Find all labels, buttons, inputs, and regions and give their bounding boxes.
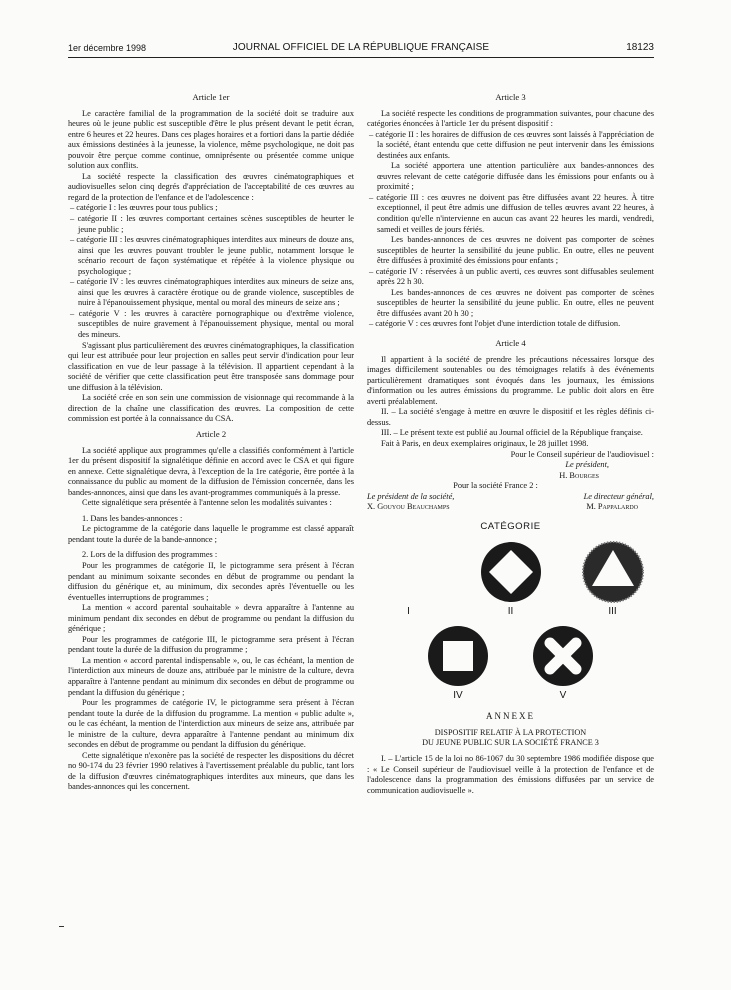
director-title: Le directeur général, bbox=[583, 491, 654, 501]
paragraph: La société respecte la classification des œuvres cinématographiques et audiovisuelles selon cinq degrés d'appréciation de l'acceptabilité de ces œuvres au regard de la protection de l'enfance et de l'adolescence : bbox=[68, 171, 354, 202]
csa-signature-intro: Pour le Conseil supérieur de l'audiovisuel : bbox=[510, 449, 654, 459]
paragraph: Les bandes-annonces de ces œuvres ne doivent pas comporter de scènes susceptibles de heurter la sensibilité du jeune public. En outre, elles ne peuvent être diffusées à proximité des émissions pour enfants ; bbox=[377, 235, 654, 266]
france2-signature-intro: Pour la société France 2 : bbox=[453, 481, 538, 491]
paragraph: La mention « accord parental indispensable », ou, le cas échéant, la mention de l'interdiction aux mineurs de douze ans, attribuée par le ministre de la culture, devra apparaître à l'antenne pendant au minimum dix secondes en début de programme ou pendant la diffusion du générique ; bbox=[68, 655, 354, 697]
category-label: V bbox=[559, 689, 567, 701]
annexe-subtitle-2: DU JEUNE PUBLIC SUR LA SOCIÉTÉ FRANCE 3 bbox=[422, 737, 599, 747]
paragraph: III. – Le présent texte est publié au Journal officiel de la République française. bbox=[381, 428, 643, 438]
category-label: IV bbox=[453, 689, 463, 701]
margin-mark bbox=[59, 926, 64, 927]
category-iv-pictogram bbox=[421, 624, 496, 702]
paragraph: Pour les programmes de catégorie IV, le pictogramme sera présent à l'écran pendant toute la durée de la diffusion du programme. La mention « public adulte », ou le cas échéant, la mention de l'interdiction aux mineurs de seize ans, attribuée par le ministre de la culture, devra apparaître à l'antenne pendant au minimum dix secondes en début de programme ou pendant la diffusion du générique. bbox=[68, 698, 354, 750]
paragraph: Il appartient à la société de prendre les précautions nécessaires lorsque des images difficilement soutenables ou des témoignages relatifs à des événements particulièrement dramatiques sont évoqués dans les journaux, les émissions d'information ou les autres émissions du programme. Le public doit alors en être averti préalablement. bbox=[367, 354, 654, 406]
pictogram-row-1 bbox=[367, 540, 654, 618]
category-item: – catégorie IV : réservées à un public averti, ces œuvres sont diffusables seulement après 22 h 30. bbox=[369, 266, 654, 287]
paragraph: S'agissant plus particulièrement des œuvres cinématographiques, la classification qui leur est attribuée pour leur projection en salles peut servir d'indication pour leur classification en vue de leur passage à la télévision. Il appartient cependant à la société de vérifier que cette classification peut être transposée sans dommage pour une diffusion à la télévision. bbox=[68, 340, 354, 392]
journal-title: JOURNAL OFFICIEL DE LA RÉPUBLIQUE FRANÇAISE bbox=[232, 42, 490, 53]
paragraph: Cette signalétique sera présentée à l'antenne selon les modalités suivantes : bbox=[82, 498, 332, 508]
paragraph: La société crée en son sein une commission de visionnage qui recommande à la direction de la chaîne une classification des œuvres. La composition de cette commission est portée à la connaissance du CSA. bbox=[68, 393, 354, 424]
director-name: M. Pappalardo bbox=[586, 502, 638, 512]
page-header bbox=[68, 41, 654, 58]
category-item: – catégorie V : les œuvres à caractère pornographique ou d'extrême violence, susceptibles de nuire gravement à l'épanouissement physique, mental ou moral des mineurs. bbox=[70, 308, 354, 340]
paragraph: La société apportera une attention particulière aux bandes-annonces des œuvres relevant de cette catégorie diffusée dans les émissions pour enfants ou à proximité ; bbox=[377, 161, 654, 192]
paragraph: Le caractère familial de la programmation de la société doit se traduire aux heures où le jeune public est susceptible d'être le plus présent devant le petit écran, entre 6 heures et 22 heures. Dans ces plages horaires et a fortiori dans la partie dédiée aux émissions destinées à la jeunesse, la violence, même psychologique, ne doit pas pouvoir être perçue comme continue, omniprésente ou présentée comme unique solution aux conflits. bbox=[68, 108, 354, 171]
category-label: II bbox=[507, 606, 514, 618]
left-column bbox=[68, 88, 354, 793]
paragraph: La société respecte les conditions de programmation suivantes, pour chacune des catégories énoncées à l'article 1er du présent dispositif : bbox=[367, 108, 654, 129]
paragraph: Pour les programmes de catégorie II, le pictogramme sera présent à l'écran pendant au minimum soixante secondes en début de programme ou pendant la diffusion du générique et, au minimum, dix secondes après l'éventuelle ou les éventuelles interruptions de programmes ; bbox=[68, 560, 354, 602]
category-iv-square-icon bbox=[426, 624, 490, 688]
paragraph: 1. Dans les bandes-annonces : bbox=[82, 513, 183, 523]
category-i-pictogram bbox=[371, 540, 446, 618]
category-iii-pictogram bbox=[575, 540, 650, 618]
page-number: 18123 bbox=[626, 42, 654, 53]
category-item: – catégorie III : ces œuvres ne doivent pas être diffusées avant 22 heures. À titre exceptionnel, il peut être admis une diffusion de telles œuvres avant 22 heures, à condition qu'elle n'intervienne en aucun cas avant 22 heures les mardi, vendredi, samedi et veilles de jours fériés. bbox=[369, 192, 654, 234]
category-label: III bbox=[608, 606, 617, 618]
president-title: Le président de la société, bbox=[367, 491, 455, 501]
article-2-title: Article 2 bbox=[195, 428, 227, 439]
paragraph: La société applique aux programmes qu'elle a classifiés conformément à l'article 1er du présent dispositif la signalétique définie en accord avec le CSA et qui figure en annexe. Cette signalétique devra, à l'exception de la 1re catégorie, être portée à la connaissance du public au moment de la diffusion de l'émission concernée, dans les bandes-annonces, ainsi que dans les avant-programmes communiqués à la presse. bbox=[68, 445, 354, 497]
category-v-pictogram bbox=[526, 624, 601, 702]
paragraph: Le pictogramme de la catégorie dans laquelle le programme est classé apparaît pendant toute la durée de la bande-annonce ; bbox=[68, 524, 354, 544]
category-item: – catégorie V : ces œuvres font l'objet d'une interdiction totale de diffusion. bbox=[369, 319, 621, 329]
signature-titles bbox=[367, 492, 654, 503]
category-iii-triangle-icon bbox=[581, 540, 645, 604]
category-item: – catégorie I : les œuvres pour tous publics ; bbox=[70, 203, 218, 213]
categorie-heading: CATÉGORIE bbox=[480, 520, 541, 532]
csa-signature-name: H. Bourges bbox=[559, 470, 599, 480]
signature-names bbox=[367, 502, 654, 513]
category-item: – catégorie II : les œuvres comportant certaines scènes susceptibles de heurter le jeune public ; bbox=[70, 214, 354, 234]
paragraph: Cette signalétique n'exonère pas la société de respecter les dispositions du décret no 90-174 du 23 février 1990 relatives à l'avertissement préalable du public, tant lors de la diffusion d'œuvres cinématographiques interdites aux mineurs, que dans les bandes-annonces qui les concernent. bbox=[68, 750, 354, 792]
paragraph: La mention « accord parental souhaitable » devra apparaître à l'antenne au minimum pendant dix secondes en début de programme ou pendant la diffusion du générique ; bbox=[68, 603, 354, 634]
category-ii-pictogram bbox=[473, 540, 548, 618]
category-item: – catégorie IV : les œuvres cinématographiques interdites aux mineurs de seize ans, ainsi que les œuvres à caractère érotique ou de grande violence, susceptibles de nuire à l'épanouissement physique, mental ou moral des mineurs de seize ans ; bbox=[70, 277, 354, 308]
category-label: I bbox=[407, 606, 410, 618]
category-i-blank-icon bbox=[377, 540, 441, 604]
paragraph: 2. Lors de la diffusion des programmes : bbox=[82, 550, 218, 560]
article-3-title: Article 3 bbox=[495, 92, 526, 102]
article-4-title: Article 4 bbox=[495, 338, 526, 349]
right-column bbox=[367, 88, 654, 796]
csa-signature-title: Le président, bbox=[565, 460, 609, 470]
category-ii-diamond-icon bbox=[479, 540, 543, 604]
president-name: X. Gouyou Beauchamps bbox=[367, 502, 450, 512]
issue-date: 1er décembre 1998 bbox=[68, 43, 147, 53]
pictogram-row-2 bbox=[367, 624, 654, 702]
article-1-title: Article 1er bbox=[192, 92, 230, 102]
paragraph: II. – La société s'engage à mettre en œuvre le dispositif et les règles définis ci-dessus. bbox=[367, 407, 654, 427]
paragraph: I. – L'article 15 de la loi no 86-1067 du 30 septembre 1986 modifiée dispose que : « Le Conseil supérieur de l'audiovisuel veille à la protection de l'enfance et de l'adolescence dans la programmation des émissions diffusées par un service de communication audiovisuelle ». bbox=[367, 753, 654, 795]
annexe-subtitle-1: DISPOSITIF RELATIF À LA PROTECTION bbox=[434, 727, 587, 737]
paragraph: Les bandes-annonces de ces œuvres ne doivent pas comporter de scènes susceptibles de heurter la sensibilité du jeune public. En outre, elles ne peuvent être diffusées avant 20 h 30 ; bbox=[377, 287, 654, 318]
annexe-title: ANNEXE bbox=[486, 711, 535, 722]
category-v-cross-icon bbox=[531, 624, 595, 688]
paragraph: Pour les programmes de catégorie III, le pictogramme sera présent à l'écran pendant toute la durée de la diffusion du programme ; bbox=[68, 634, 354, 655]
category-item: – catégorie III : les œuvres cinématographiques interdites aux mineurs de douze ans, ainsi que les œuvres pouvant troubler le jeune public, notamment lorsque le scénario recourt de façon systématique et répétée à la violence physique ou psychologique ; bbox=[70, 235, 354, 276]
category-item: – catégorie II : les horaires de diffusion de ces œuvres sont laissés à l'appréciation de la société, étant entendu que cette diffusion ne peut intervenir dans les émissions destinées aux enfants. bbox=[369, 129, 654, 160]
paragraph: Fait à Paris, en deux exemplaires originaux, le 28 juillet 1998. bbox=[381, 438, 589, 448]
